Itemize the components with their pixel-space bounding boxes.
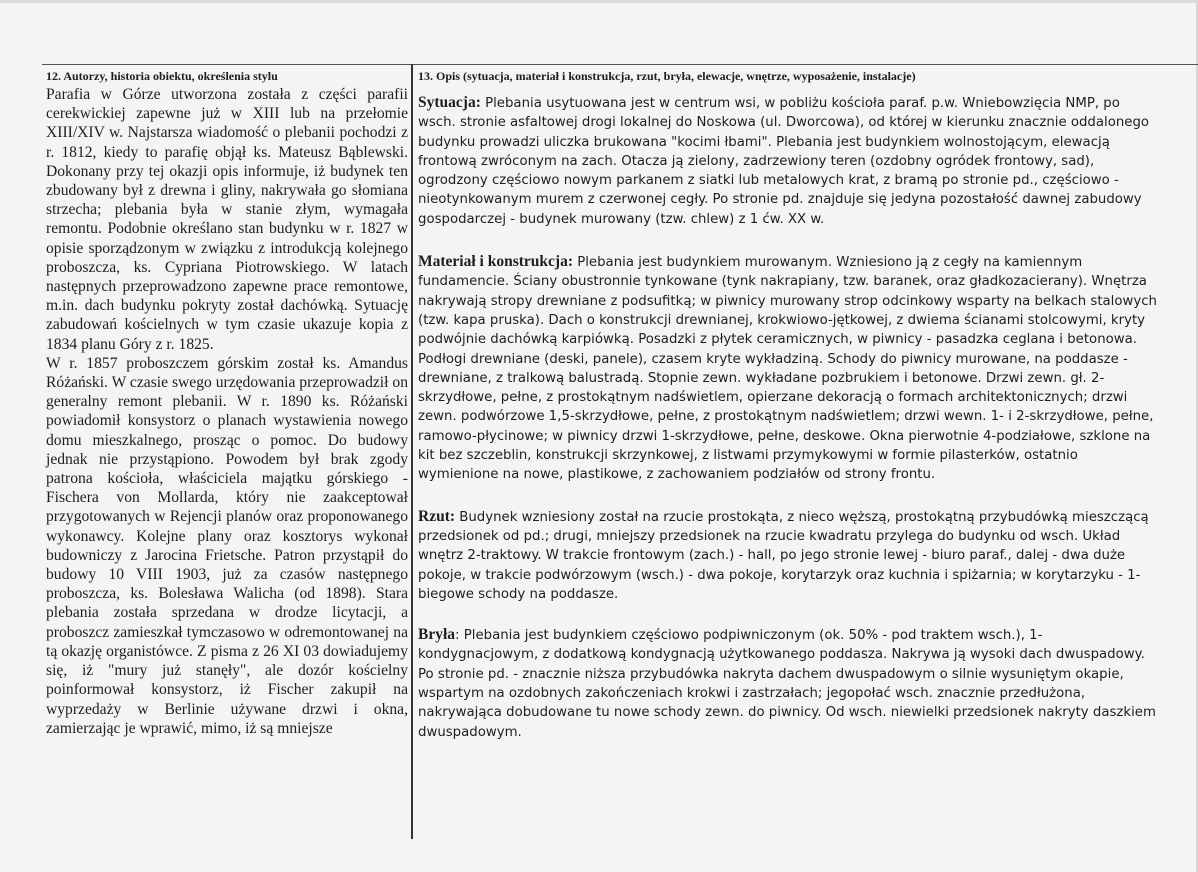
section-bryla bbox=[418, 625, 1158, 742]
history-heading: 12. Autorzy, historia obiektu, określenia stylu bbox=[46, 69, 278, 83]
frame-top-rule bbox=[42, 64, 1198, 65]
section-material-text: Plebania jest budynkiem murowanym. Wzniesiono ją z cegły na kamiennym fundamencie. Ściany obustronnie tynkowane (tynk nakrapiany, tzw. baranek, oraz gładkozacierany). Wnętrza nakrywają stropy drewniane z podsufitką; w piwnicy murowany strop odcinkowy wsparty na belkach stalowych (tzw. kapa pruska). Dach o konstrukcji drewnianej, krokwiowo-jętkowej, z dwiema ścianami stolcowymi, kryty podwójnie dachówką karpiówką. Posadzki z płytek ceramicznych, w piwnicy - pasadzka ceglana i betonowa. Podłogi drewniane (deski, panele), czasem kryte wykładziną. Schody do piwnicy murowane, na poddasze - drewniane, z tralkową balustradą. Stopnie zewn. wykładane pozbrukiem i betonowe. Drzwi zewn. gł. 2-skrzydłowe, pełne, z prostokątnym nadświetlem, opierzane dekoracją o formach architektonicznych; drzwi zewn. podwórzowe 1,5-skrzydłowe, pełne, z prostokątnym nadświetlem; drzwi wewn. 1- i 2-skrzydłowe, pełne, ramowo-płycinowe; w piwnicy drzwi 1-skrzydłowe, pełne, deskowe. Okna pierwotnie 4-podziałowe, szklone na kit bez szczeblin, konstrukcji skrzynkowej, z listwami przymykowymi w formie pilasterków, ostatnio wymienione na nowe, plastikowe, z zachowaniem podziałów od strony frontu. bbox=[418, 255, 1157, 483]
scan-edge-top bbox=[0, 0, 1198, 3]
section-bryla-text: : Plebania jest budynkiem częściowo podpiwniczonym (ok. 50% - pod traktem wsch.), 1-kondygnacjowym, z dodatkową kondygnacją użytkowanego poddasza. Nakrywa ją wysoki dach dwuspadowy. Po stronie pd. - znacznie niższa przybudówka nakryta dachem dwuspadowym o silnie wysuniętym okapie, wspartym na ozdobnych zakończeniach krokwi i zastrzałach; jegopołać wsch. znacznie przedłużona, nakrywająca dobudowane tu nowe schody zewn. do piwnicy. Od wsch. niewielki przedsionek nakryty daszkiem dwuspadowym. bbox=[418, 628, 1156, 740]
description-heading: 13. Opis (sytuacja, materiał i konstrukcja, rzut, bryła, elewacje, wnętrze, wyposażenie, instalacje) bbox=[418, 69, 916, 83]
section-material-label: Materiał i konstrukcja: bbox=[418, 253, 573, 271]
history-text bbox=[46, 85, 408, 738]
column-divider bbox=[411, 64, 413, 839]
section-material bbox=[418, 252, 1158, 485]
section-sytuacja-text: Plebania usytuowana jest w centrum wsi, w pobliżu kościoła paraf. p.w. Wniebowzięcia NMP, po wsch. stronie asfaltowej drogi lokalnej do Noskowa (ul. Dworcowa), od której w kierunku znacznie oddalonego budynku prowadzi uliczka brukowana "kocimi łbami". Plebania jest budynkiem wolnostojącym, elewacją frontową zwróconym na zach. Otacza ją zielony, zadrzewiony teren (ozdobny ogródek frontowy, sad), ogrodzony częściowo nowym parkanem z siatki lub metalowych krat, z bramą po stronie pd., częściowo - nieotynkowanym murem z czerwonej cegły. Po stronie pd. znajduje się jedyna pozostałość dawnej zabudowy gospodarczej - budynek murowany (tzw. chlew) z 1 ćw. XX w. bbox=[418, 96, 1150, 227]
section-rzut-label: Rzut: bbox=[418, 507, 456, 525]
history-column bbox=[46, 68, 408, 738]
section-rzut-text: Budynek wzniesiony został na rzucie prostokąta, z nieco węższą, prostokątną przybudówką mieszczącą przedsionek od pd.; drugi, mniejszy przedsionek na rzucie kwadratu przylega do budynku od wsch. Układ wnętrz 2-traktowy. W trakcie frontowym (zach.) - hall, po jego stronie lewej - biuro paraf., dalej - dwa duże pokoje, w trakcie podwórzowym (wsch.) - dwa pokoje, korytarzyk oraz kuchnia i spiżarnia; w korytarzyku - 1-biegowe schody na poddasze. bbox=[418, 509, 1149, 602]
section-sytuacja bbox=[418, 93, 1158, 229]
section-sytuacja-label: Sytuacja: bbox=[418, 94, 481, 111]
history-paragraph-2: W r. 1857 proboszczem górskim został ks. Amandus Różański. W czasie swego urzędowania przeprowadził on generalny remont plebanii. W r. 1890 ks. Różański powiadomił konsystorz o planach wystawienia nowego domu mieszkalnego, prosząc o pomoc. Do budowy jednak nie przystąpiono. Powodem był brak zgody patrona kościoła, właściciela majątku górskiego - Fischera von Mollarda, który nie zaakceptował przygotowanych w Rejencji planów oraz proponowanego wykonawcy. Kolejne plany oraz kosztorys wykonał budowniczy z Jarocina Frietsche. Patron przystąpił do budowy 10 VIII 1903, już za czasów następnego proboszcza, ks. Bolesława Walicha (od 1898). Stara plebania została sprzedana w drodze licytacji, a proboszcz zamieszkał tymczasowo w odremontowanej na tą okazję organistówce. Z pisma z 26 XI 03 dowiadujemy się, iż "mury już stanęły", ale dozór kościelny poinformował konsystorz, iż Fischer zakupił na wyprzedaży w Berlinie używane drzwi i okna, zamierzając je wprawić, mimo, iż są mniejsze bbox=[46, 354, 408, 737]
section-bryla-label: Bryła bbox=[418, 626, 456, 644]
description-column bbox=[418, 68, 1158, 742]
section-rzut bbox=[418, 507, 1158, 604]
history-paragraph-1: Parafia w Górze utworzona została z części parafii cerekwickiej zapewne już w XIII lub na przełomie XIII/XIV w. Najstarsza wiadomość o plebanii pochodzi z r. 1812, kiedy to parafię objął ks. Mateusz Bąblewski. Dokonany przy tej okazji opis informuje, iż budynek ten zbudowany był z drewna i gliny, nakrywała go słomiana strzecha; plebania była w stanie złym, wymagała remontu. Podobnie określano stan budynku w r. 1827 w opisie sporządzonym w związku z introdukcją kolejnego proboszcza, ks. Cypriana Piotrowskiego. W latach następnych przeprowadzono zapewne prace remontowe, m.in. dach budynku pokryty został dachówką. Sytuację zabudowań kościelnych w tym czasie ukazuje kopia z 1834 planu Góry z r. 1825. bbox=[46, 86, 408, 353]
